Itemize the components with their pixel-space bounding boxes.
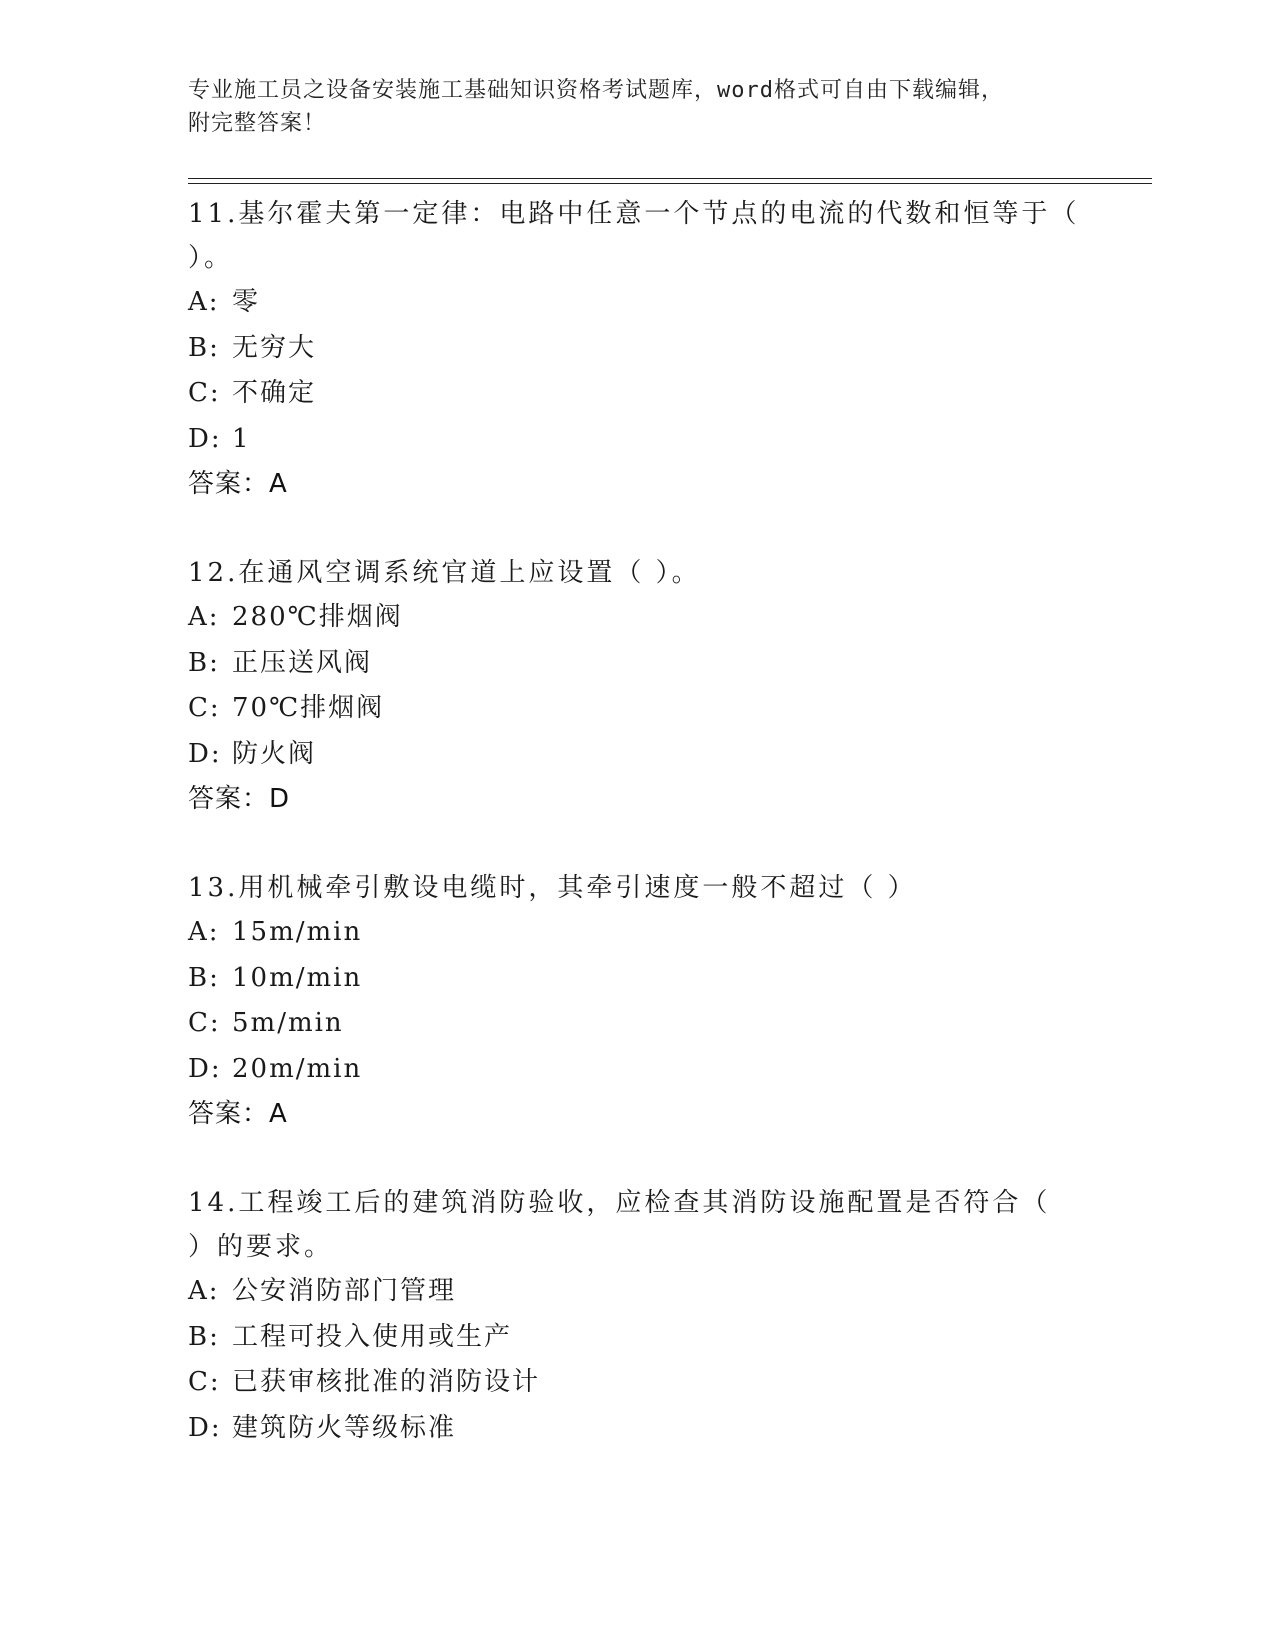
option-text: 防火阀 — [232, 738, 317, 769]
option-c — [188, 686, 1088, 732]
option-text: 不确定 — [232, 378, 317, 408]
option-letter: C: — [188, 1367, 221, 1397]
option-letter: D: — [188, 1412, 222, 1443]
option-text: 5m/min — [232, 1008, 344, 1038]
option-text: 零 — [232, 287, 261, 317]
option-d — [188, 417, 1088, 463]
option-c — [188, 1001, 1088, 1047]
option-letter: B: — [188, 1321, 220, 1352]
answer-line: 答案：A — [188, 1099, 288, 1129]
question-spacer — [188, 507, 1088, 551]
option-letter: A: — [188, 1276, 220, 1306]
answer-line: 答案：A — [188, 469, 288, 499]
option-letter: A: — [188, 287, 220, 317]
option-letter: B: — [188, 962, 220, 993]
question-spacer — [188, 822, 1088, 866]
option-c — [188, 1360, 1088, 1406]
header-line-1: 专业施工员之设备安装施工基础知识资格考试题库，word格式可自由下载编辑， — [188, 78, 1004, 103]
option-a — [188, 280, 1088, 326]
question-stem: 12.在通风空调系统官道上应设置（ ）。 — [188, 558, 701, 588]
answer-line: 答案：D — [188, 784, 291, 814]
option-b — [188, 641, 1088, 687]
question-13 — [188, 866, 1088, 1137]
option-letter: C: — [188, 1008, 221, 1038]
option-text: 已获审核批准的消防设计 — [232, 1367, 541, 1397]
question-stem-continued: ）的要求。 — [188, 1232, 334, 1262]
option-letter: B: — [188, 647, 220, 678]
option-c — [188, 371, 1088, 417]
option-b — [188, 326, 1088, 372]
option-text: 1 — [232, 423, 251, 454]
option-a — [188, 1269, 1088, 1315]
header-divider-bottom — [188, 183, 1152, 184]
header-divider-top — [188, 178, 1152, 179]
option-text: 建筑防火等级标准 — [232, 1412, 457, 1443]
option-text: 正压送风阀 — [232, 647, 373, 678]
question-stem: 14.工程竣工后的建筑消防验收，应检查其消防设施配置是否符合（ — [188, 1188, 1051, 1218]
option-text: 15m/min — [232, 917, 363, 947]
option-letter: D: — [188, 423, 222, 454]
option-letter: B: — [188, 332, 220, 363]
option-a — [188, 595, 1088, 641]
option-letter: D: — [188, 738, 222, 769]
option-letter: D: — [188, 1053, 222, 1084]
option-letter: C: — [188, 693, 221, 723]
option-a — [188, 910, 1088, 956]
option-b — [188, 1315, 1088, 1361]
option-d — [188, 732, 1088, 778]
option-text: 工程可投入使用或生产 — [232, 1321, 513, 1352]
option-text: 70℃排烟阀 — [232, 693, 385, 723]
option-text: 10m/min — [232, 962, 363, 993]
option-text: 无穷大 — [232, 332, 317, 363]
option-letter: C: — [188, 378, 221, 408]
question-11 — [188, 192, 1088, 507]
question-list — [188, 192, 1088, 1451]
question-spacer — [188, 1137, 1088, 1181]
option-d — [188, 1047, 1088, 1093]
question-stem-continued: ）。 — [188, 243, 234, 273]
question-stem: 11.基尔霍夫第一定律：电路中任意一个节点的电流的代数和恒等于（ — [188, 199, 1080, 229]
option-letter: A: — [188, 602, 220, 632]
document-header — [188, 74, 1088, 140]
option-b — [188, 956, 1088, 1002]
header-line-2: 附完整答案！ — [188, 111, 327, 136]
option-letter: A: — [188, 917, 220, 947]
option-text: 公安消防部门管理 — [232, 1276, 457, 1306]
option-d — [188, 1406, 1088, 1452]
question-stem: 13.用机械牵引敷设电缆时，其牵引速度一般不超过（ ） — [188, 873, 917, 903]
question-12 — [188, 551, 1088, 822]
option-text: 20m/min — [232, 1053, 363, 1084]
question-14 — [188, 1181, 1088, 1451]
option-text: 280℃排烟阀 — [232, 602, 403, 632]
